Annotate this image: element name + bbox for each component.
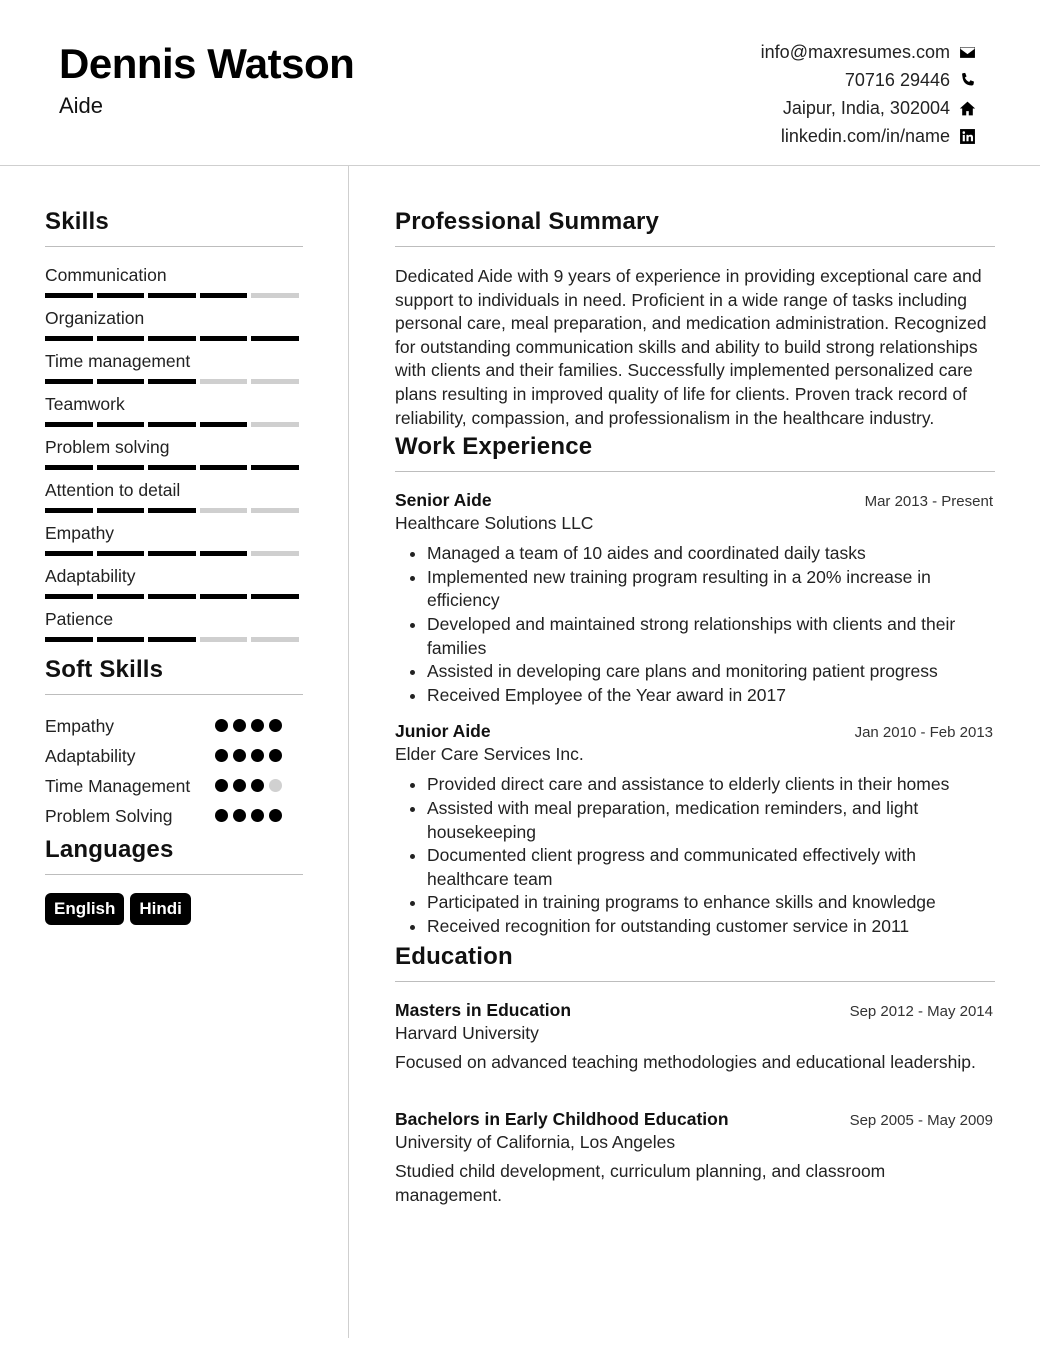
soft-skill-item (45, 745, 303, 768)
skill-level-segment (148, 293, 196, 298)
rating-dot (269, 749, 282, 762)
language-badge: English (45, 893, 124, 925)
skill-level-segment (148, 551, 196, 556)
rating-dot (233, 809, 246, 822)
skill-level-segment (97, 594, 145, 599)
job-role: Senior Aide (395, 490, 492, 511)
job-entry (395, 721, 995, 938)
job-header (395, 721, 995, 742)
skill-item (45, 523, 303, 566)
contact-linkedin[interactable] (761, 122, 976, 150)
education-header (395, 1109, 995, 1130)
resume-header (0, 0, 1040, 166)
education-school: Harvard University (395, 1023, 539, 1044)
job-bullets (395, 542, 995, 707)
education-entry (395, 1109, 995, 1207)
skill-level-segment (148, 637, 196, 642)
rating-dot (269, 719, 282, 732)
summary-heading: Professional Summary (395, 208, 995, 247)
skill-level-segment (45, 637, 93, 642)
skill-name: Attention to detail (45, 480, 181, 500)
skill-name: Patience (45, 609, 114, 629)
education-degree: Bachelors in Early Childhood Education (395, 1109, 729, 1130)
rating-dot (269, 779, 282, 792)
skill-level-segment (97, 465, 145, 470)
education-degree: Masters in Education (395, 1000, 572, 1021)
home-icon (958, 99, 976, 117)
experience-heading: Work Experience (395, 433, 995, 472)
skill-item (45, 394, 303, 437)
contact-email[interactable] (761, 38, 976, 66)
skill-level-segment (251, 594, 299, 599)
job-bullet: • Participated in training programs to enhance skills and knowledge (427, 891, 995, 915)
skill-level-segment (148, 336, 196, 341)
experience-list (395, 490, 995, 938)
job-dates: Jan 2010 - Feb 2013 (854, 724, 993, 742)
job-dates: Mar 2013 - Present (864, 493, 993, 511)
skill-item (45, 351, 303, 394)
skill-level-segment (148, 465, 196, 470)
skill-level-segment (97, 336, 145, 341)
contact-list (761, 38, 976, 150)
skill-level-segment (148, 508, 196, 513)
skill-level-segment (200, 594, 248, 599)
linkedin-icon (958, 127, 976, 145)
education-heading: Education (395, 943, 995, 982)
skill-level-bar (45, 637, 303, 642)
skill-level-bar (45, 465, 303, 470)
skill-level-segment (97, 551, 145, 556)
skills-list (45, 265, 303, 652)
soft-skill-name: Adaptability (45, 746, 136, 766)
skill-level-segment (251, 508, 299, 513)
skill-level-segment (200, 551, 248, 556)
rating-dot (215, 779, 228, 792)
skill-level-segment (45, 508, 93, 513)
rating-dot (215, 749, 228, 762)
candidate-title: Aide (59, 93, 104, 118)
rating-dot (233, 719, 246, 732)
skill-level-bar (45, 508, 303, 513)
skill-level-segment (148, 379, 196, 384)
skill-level-segment (200, 379, 248, 384)
skill-level-segment (251, 422, 299, 427)
contact-phone-text: 70716 29446 (844, 69, 950, 90)
rating-dot (215, 809, 228, 822)
contact-linkedin-text: linkedin.com/in/name (780, 125, 950, 146)
soft-skill-item (45, 775, 303, 798)
skill-level-segment (45, 551, 93, 556)
soft-skill-rating (210, 749, 282, 762)
soft-skill-name: Empathy (45, 716, 115, 736)
skill-name: Problem solving (45, 437, 170, 457)
job-bullet: • Managed a team of 10 aides and coordinated daily tasks (427, 542, 995, 566)
job-entry (395, 490, 995, 707)
job-company: Healthcare Solutions LLC (395, 513, 594, 534)
envelope-icon (958, 43, 976, 61)
skill-name: Adaptability (45, 566, 136, 586)
candidate-name: Dennis Watson (59, 40, 355, 87)
skill-name: Communication (45, 265, 167, 285)
rating-dot (233, 779, 246, 792)
skills-heading: Skills (45, 208, 303, 247)
job-role: Junior Aide (395, 721, 491, 742)
skill-level-segment (45, 293, 93, 298)
soft-skills-heading: Soft Skills (45, 656, 303, 695)
skill-level-segment (97, 637, 145, 642)
skill-level-segment (45, 422, 93, 427)
skill-item (45, 609, 303, 652)
soft-skill-name: Time Management (45, 776, 191, 796)
contact-email-text: info@maxresumes.com (760, 41, 950, 62)
skill-level-segment (251, 336, 299, 341)
education-entry (395, 1000, 995, 1075)
skill-level-segment (148, 594, 196, 599)
skill-level-bar (45, 336, 303, 341)
job-bullet: • Assisted with meal preparation, medication reminders, and light housekeeping (427, 797, 995, 844)
languages-list (45, 893, 303, 925)
education-school: University of California, Los Angeles (395, 1132, 676, 1153)
job-bullet: • Developed and maintained strong relationships with clients and their families (427, 613, 995, 660)
skill-level-bar (45, 551, 303, 556)
rating-dot (251, 779, 264, 792)
skill-level-segment (148, 422, 196, 427)
skill-item (45, 480, 303, 523)
skill-level-segment (45, 594, 93, 599)
column-divider (348, 166, 349, 1338)
job-company: Elder Care Services Inc. (395, 744, 584, 765)
education-header (395, 1000, 995, 1021)
education-dates: Sep 2012 - May 2014 (849, 1003, 993, 1021)
phone-icon (958, 71, 976, 89)
soft-skill-item (45, 805, 303, 828)
skill-level-segment (251, 551, 299, 556)
skill-level-segment (97, 379, 145, 384)
skill-level-bar (45, 293, 303, 298)
job-bullet: • Documented client progress and communicated effectively with healthcare team (427, 844, 995, 891)
languages-heading: Languages (45, 836, 303, 875)
soft-skill-name: Problem Solving (45, 806, 173, 826)
soft-skill-item (45, 715, 303, 738)
job-bullet: • Assisted in developing care plans and monitoring patient progress (427, 660, 995, 684)
rating-dot (233, 749, 246, 762)
skill-level-segment (251, 379, 299, 384)
skill-level-segment (251, 465, 299, 470)
rating-dot (251, 809, 264, 822)
skill-level-segment (200, 293, 248, 298)
rating-dot (269, 809, 282, 822)
skill-level-segment (200, 637, 248, 642)
skill-name: Organization (45, 308, 145, 328)
education-dates: Sep 2005 - May 2009 (849, 1112, 993, 1130)
soft-skill-rating (210, 779, 282, 792)
job-header (395, 490, 995, 511)
job-bullet: • Received Employee of the Year award in 2017 (427, 684, 995, 708)
skill-level-bar (45, 594, 303, 599)
skill-level-segment (97, 422, 145, 427)
skill-item (45, 566, 303, 609)
skill-level-bar (45, 422, 303, 427)
rating-dot (251, 719, 264, 732)
rating-dot (251, 749, 264, 762)
skill-level-segment (200, 465, 248, 470)
contact-address-text: Jaipur, India, 302004 (782, 97, 950, 118)
skill-level-segment (45, 336, 93, 341)
education-list (395, 1000, 995, 1207)
skill-level-segment (251, 637, 299, 642)
right-column (395, 208, 995, 1207)
education-description: Focused on advanced teaching methodologies and educational leadership. (395, 1052, 976, 1073)
skill-level-segment (45, 379, 93, 384)
skill-level-segment (45, 465, 93, 470)
job-bullet: • Implemented new training program resulting in a 20% increase in efficiency (427, 566, 995, 613)
language-badge: Hindi (130, 893, 191, 925)
skill-name: Teamwork (45, 394, 125, 414)
soft-skill-rating (210, 809, 282, 822)
skill-item (45, 308, 303, 351)
skill-name: Empathy (45, 523, 115, 543)
skill-level-bar (45, 379, 303, 384)
skill-item (45, 437, 303, 480)
contact-phone[interactable] (761, 66, 976, 94)
skill-level-segment (97, 293, 145, 298)
job-bullet: • Received recognition for outstanding customer service in 2011 (427, 915, 995, 939)
skill-item (45, 265, 303, 308)
rating-dot (215, 719, 228, 732)
job-bullets (395, 773, 995, 938)
skill-level-segment (200, 422, 248, 427)
left-column (45, 208, 303, 925)
skill-level-segment (200, 336, 248, 341)
skill-level-segment (200, 508, 248, 513)
summary-text: Dedicated Aide with 9 years of experience in providing exceptional care and support to individuals in need. Proficient in a wide range of tasks including personal care, meal preparation, and medication administration. Recognized for outstanding communication skills and ability to build strong relationships with clients and their families. Successfully implemented personalized care plans resulting in improved quality of life for clients. Proven track record of reliability, compassion, and professionalism in the healthcare industry. (395, 266, 987, 428)
skill-level-segment (251, 293, 299, 298)
skill-level-segment (97, 508, 145, 513)
soft-skill-rating (210, 719, 282, 732)
soft-skills-list (45, 715, 303, 828)
skill-name: Time management (45, 351, 191, 371)
job-bullet: • Provided direct care and assistance to elderly clients in their homes (427, 773, 995, 797)
education-description: Studied child development, curriculum planning, and classroom management. (395, 1161, 886, 1205)
contact-address (761, 94, 976, 122)
